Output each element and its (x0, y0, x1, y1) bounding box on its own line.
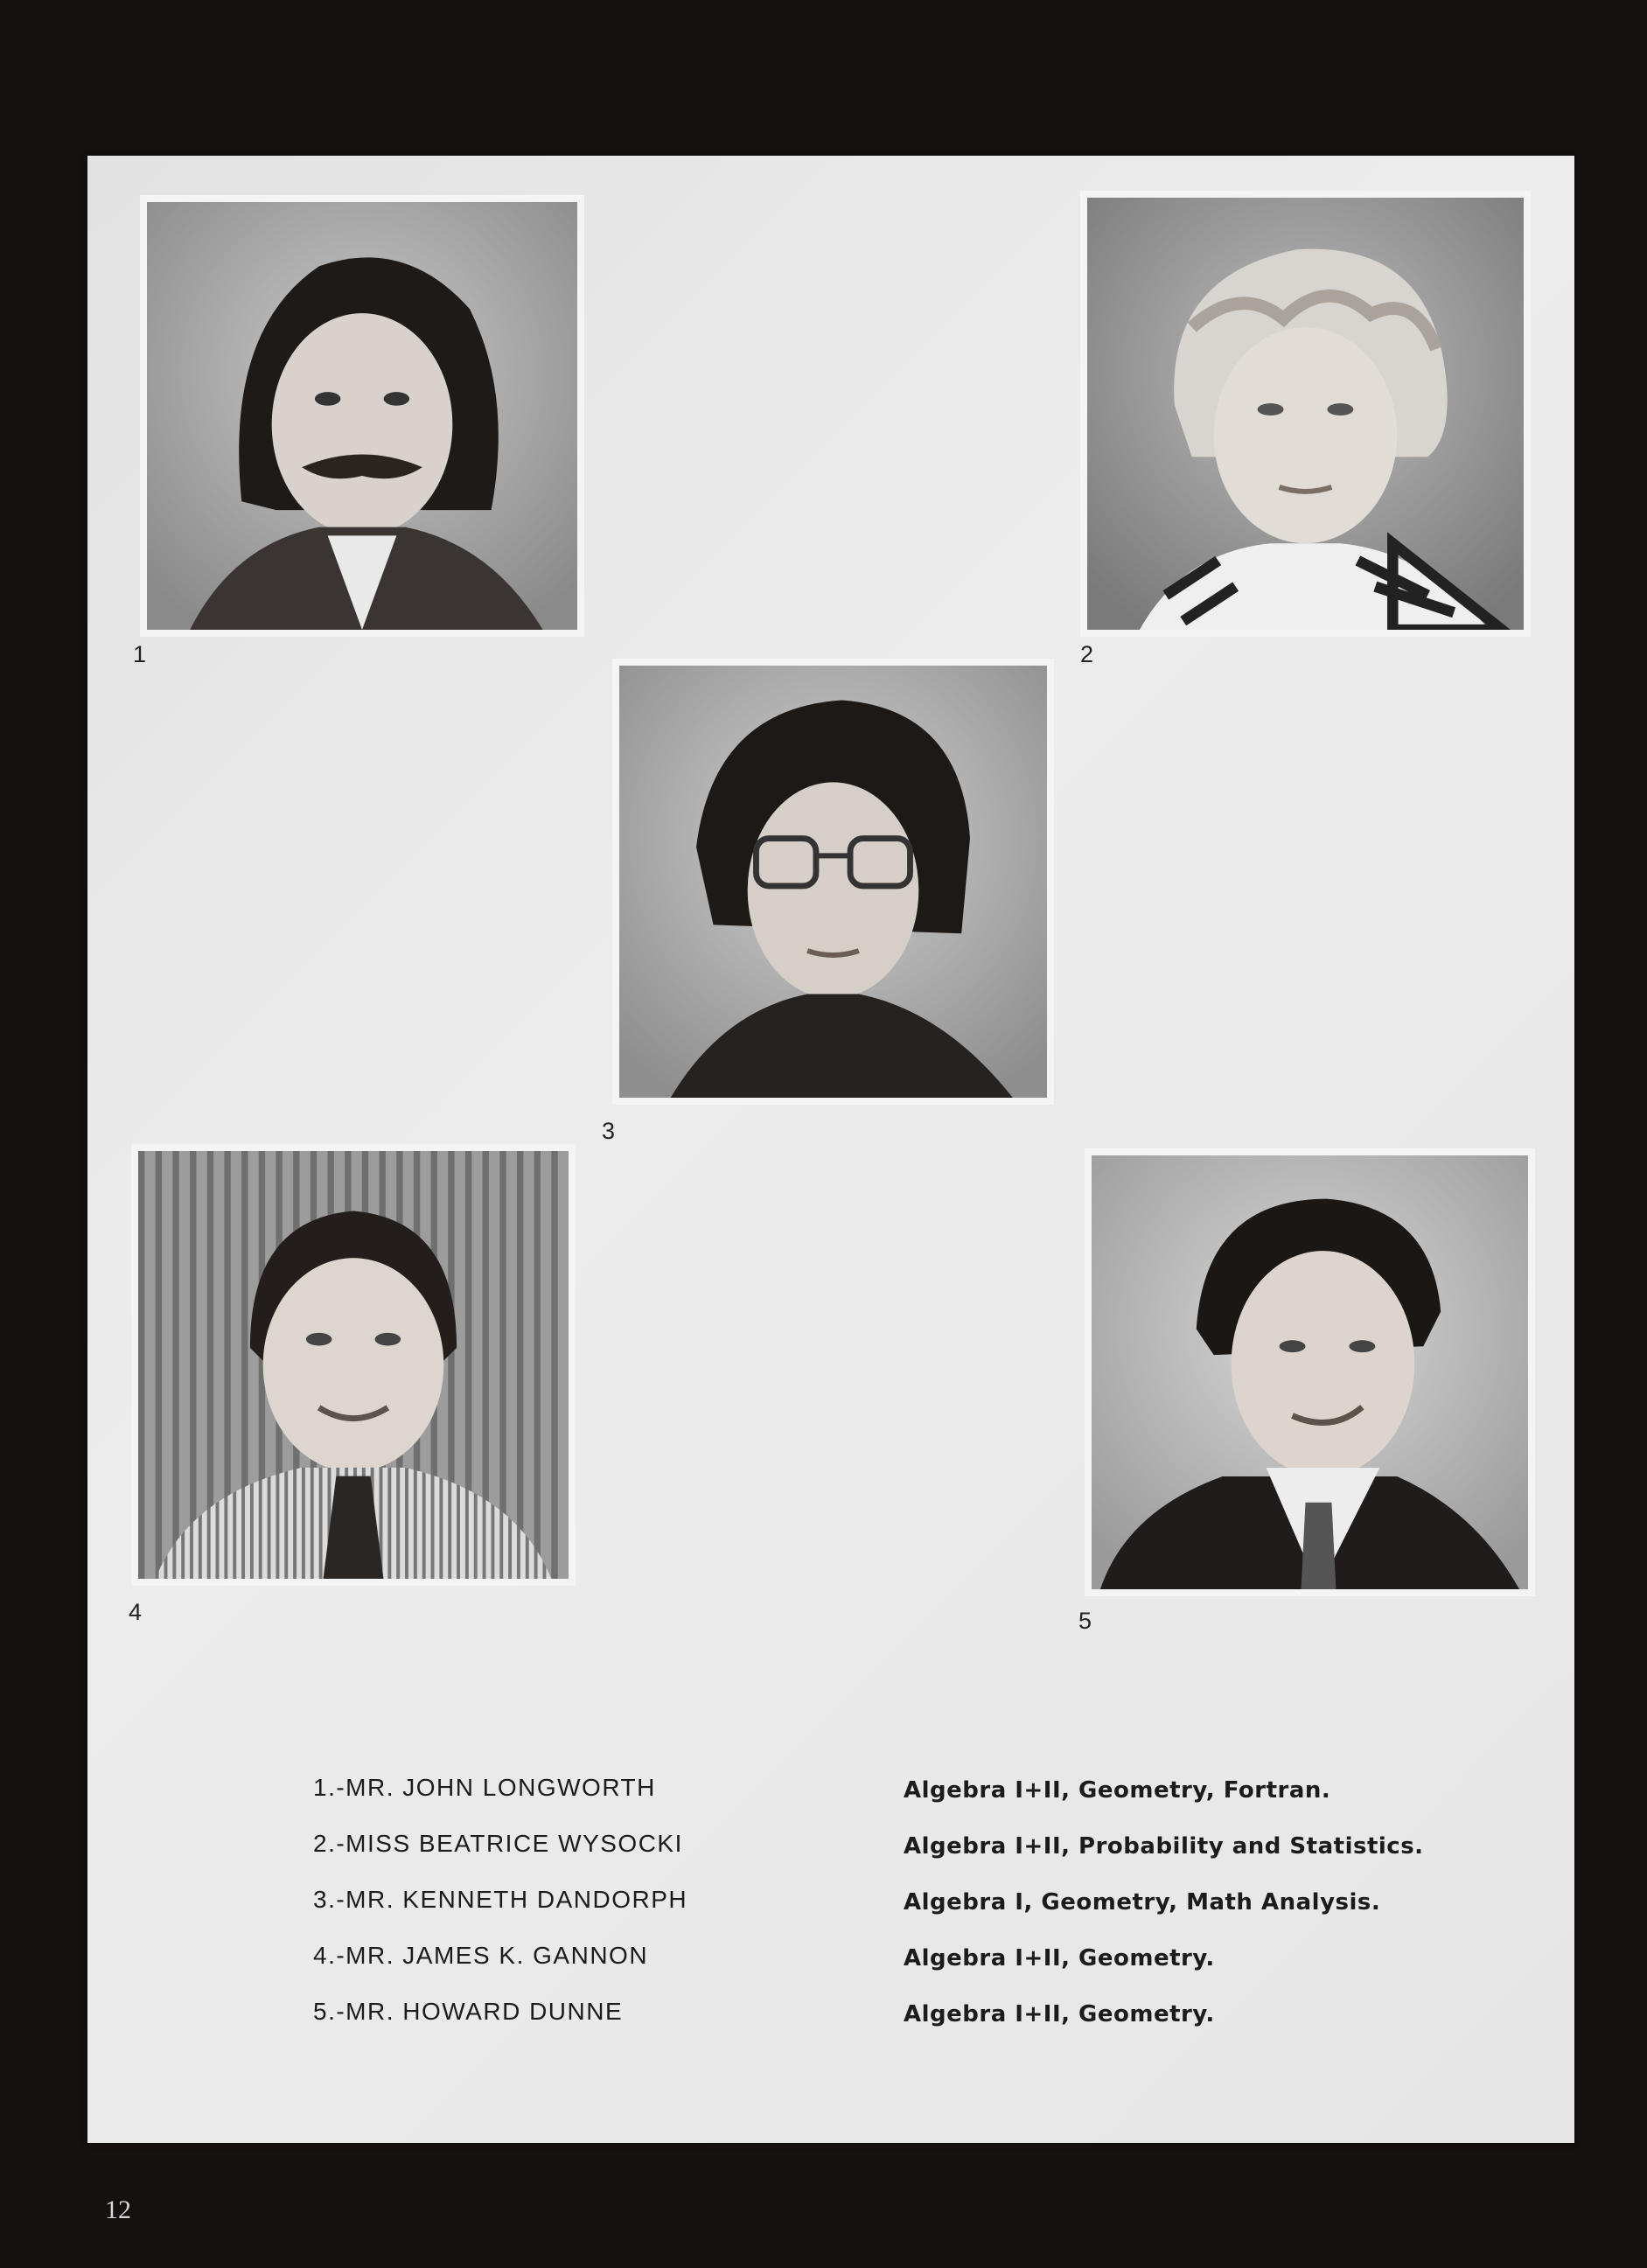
roster-row (313, 1830, 1450, 1886)
yearbook-page (87, 156, 1574, 2143)
portrait-long-hair-mustache-icon (147, 202, 577, 630)
photo-number: 2 (1080, 641, 1094, 667)
portrait-striped-shirt-icon (138, 1151, 569, 1579)
roster-row (313, 1942, 1450, 1998)
portrait-suit-icon (1092, 1155, 1528, 1589)
faculty-roster (313, 1774, 1450, 2054)
page-number: 12 (105, 2195, 131, 2224)
photo-number: 3 (602, 1118, 616, 1144)
roster-row (313, 1998, 1450, 2054)
photo-1 (140, 195, 584, 637)
roster-row (313, 1774, 1450, 1830)
photo-number: 1 (133, 641, 147, 667)
roster-row (313, 1886, 1450, 1942)
faculty-subjects: Algebra I+II, Probability and Statistics. (904, 1833, 1424, 1860)
photo-number: 5 (1078, 1608, 1092, 1634)
faculty-subjects: Algebra I+II, Geometry, Fortran. (904, 1777, 1331, 1804)
portrait-curly-hair-icon (1087, 198, 1524, 630)
faculty-name: 4.-MR. JAMES K. GANNON (313, 1942, 649, 1969)
faculty-subjects: Algebra I+II, Geometry. (904, 2001, 1215, 2027)
faculty-name: 3.-MR. KENNETH DANDORPH (313, 1886, 688, 1913)
faculty-subjects: Algebra I, Geometry, Math Analysis. (904, 1889, 1381, 1916)
photo-4 (131, 1144, 576, 1586)
faculty-name: 5.-MR. HOWARD DUNNE (313, 1998, 624, 2025)
faculty-subjects: Algebra I+II, Geometry. (904, 1945, 1215, 1971)
faculty-name: 2.-MISS BEATRICE WYSOCKI (313, 1830, 683, 1857)
photo-3 (612, 659, 1054, 1105)
faculty-name: 1.-MR. JOHN LONGWORTH (313, 1774, 656, 1801)
photo-number: 4 (129, 1599, 143, 1625)
portrait-glasses-icon (619, 666, 1047, 1098)
photo-2 (1080, 191, 1531, 637)
photo-5 (1085, 1148, 1535, 1596)
